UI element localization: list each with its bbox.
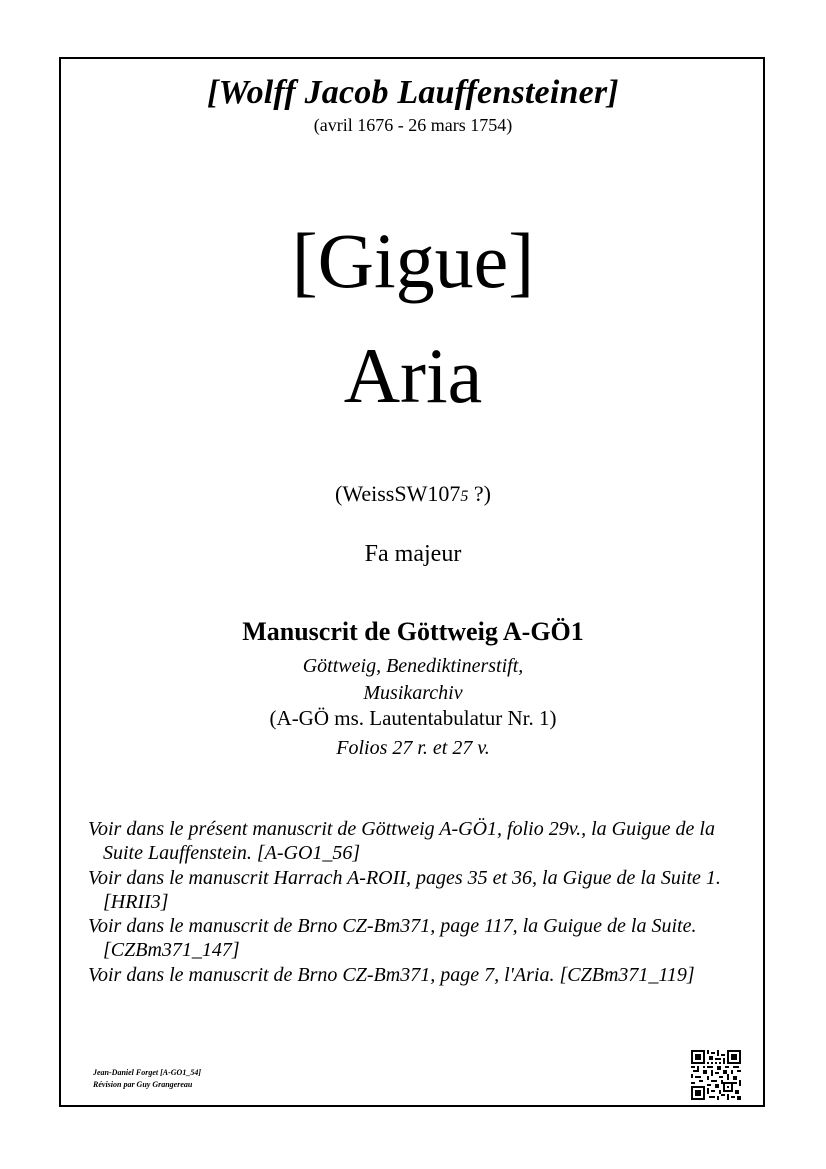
composer-name: [Wolff Jacob Lauffensteiner]	[207, 74, 619, 111]
composer-dates: (avril 1676 - 26 mars 1754)	[313, 115, 513, 135]
manuscript-title: Manuscrit de Göttweig A-GÖ1	[242, 617, 584, 646]
catalog-prefix: (WeissSW107	[335, 481, 461, 506]
manuscript-call-number: (A-GÖ ms. Lautentabulatur Nr. 1)	[269, 706, 557, 730]
manuscript-location-line2: Musikarchiv	[363, 682, 463, 704]
credit-editor: Jean-Daniel Forget [A-GO1_54]	[93, 1068, 201, 1077]
catalog-index: 5	[460, 488, 469, 505]
note-item: Voir dans le manuscrit Harrach A-ROII, pages 35 et 36, la Gigue de la Suite 1. [HRII3]	[88, 866, 721, 913]
piece-title-primary: [Gigue]	[291, 217, 535, 304]
catalog-suffix: ?)	[468, 481, 491, 506]
note-item: Voir dans le manuscrit de Brno CZ-Bm371, page 117, la Guigue de la Suite. [CZBm371_147]	[88, 915, 697, 962]
note-item: Voir dans le présent manuscrit de Göttweig A-GÖ1, folio 29v., la Guigue de la Suite Lauffenstein. [A-GO1_56]	[88, 818, 715, 865]
concordance-notes	[88, 817, 748, 987]
credit-revision: Révision par Guy Grangereau	[93, 1080, 193, 1089]
manuscript-location-line1: Göttweig, Benediktinerstift,	[302, 655, 524, 677]
manuscript-folios: Folios 27 r. et 27 v.	[336, 737, 490, 759]
catalog-reference	[0, 481, 826, 507]
qr-code-icon	[691, 1050, 741, 1100]
note-item: Voir dans le manuscrit de Brno CZ-Bm371, page 7, l'Aria. [CZBm371_119]	[88, 963, 695, 986]
key-signature: Fa majeur	[364, 541, 462, 567]
piece-title-secondary: Aria	[343, 332, 483, 419]
